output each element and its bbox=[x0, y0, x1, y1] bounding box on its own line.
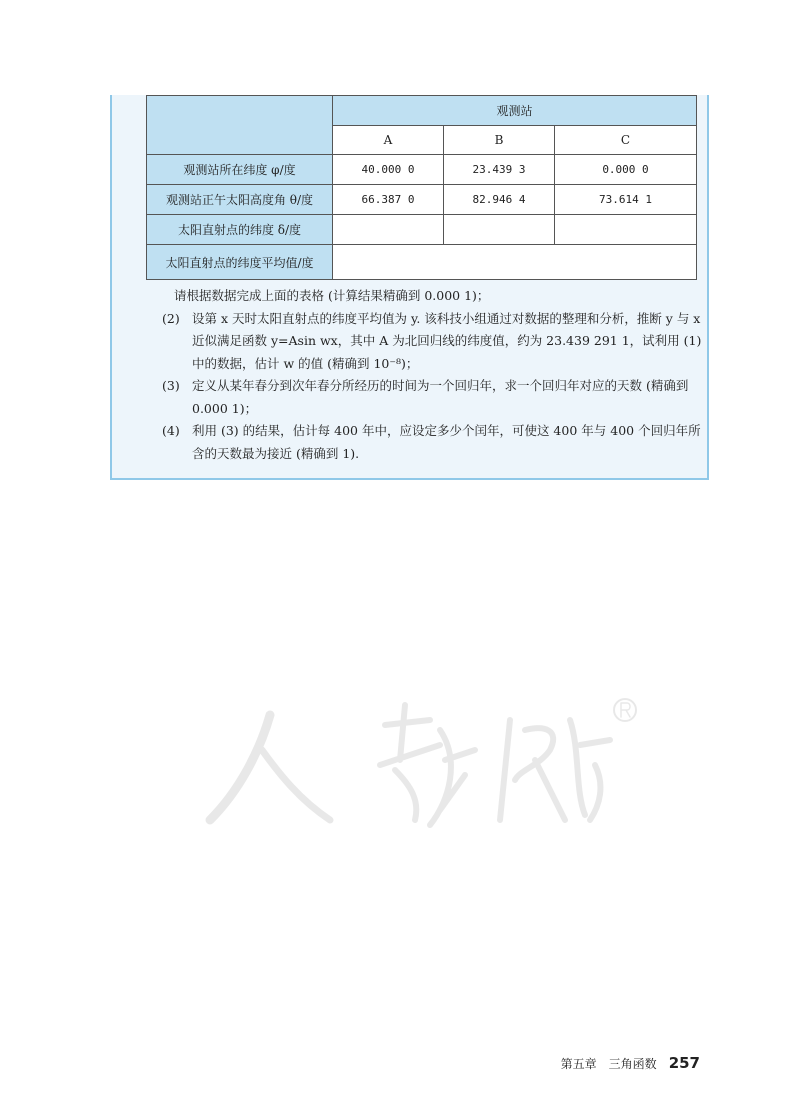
cell-altitude-c: 73.614 1 bbox=[555, 185, 697, 215]
publisher-watermark-logo bbox=[200, 690, 640, 830]
cell-average bbox=[333, 245, 697, 280]
page-number: 257 bbox=[668, 1054, 700, 1072]
task-1-text: 请根据数据完成上面的表格 (计算结果精确到 0.000 1)； bbox=[174, 288, 490, 303]
cell-subsolar-a bbox=[333, 215, 444, 245]
row-label-subsolar: 太阳直射点的纬度 δ/度 bbox=[147, 215, 333, 245]
cell-latitude-b: 23.439 3 bbox=[444, 155, 555, 185]
table-row bbox=[147, 185, 697, 215]
table-group-header: 观测站 bbox=[333, 96, 697, 126]
station-header-c: C bbox=[555, 126, 697, 155]
task-4-text: 利用 (3) 的结果，估计每 400 年中，应设定多少个闰年，可使这 400 年与 400 个回归年所含的天数最为接近 (精确到 1). bbox=[192, 423, 701, 461]
data-table bbox=[146, 95, 697, 280]
cell-latitude-c: 0.000 0 bbox=[555, 155, 697, 185]
cell-altitude-a: 66.387 0 bbox=[333, 185, 444, 215]
footer-section: 三角函数 bbox=[608, 1057, 657, 1071]
table-row bbox=[147, 155, 697, 185]
cell-latitude-a: 40.000 0 bbox=[333, 155, 444, 185]
cell-subsolar-c bbox=[555, 215, 697, 245]
row-label-altitude: 观测站正午太阳高度角 θ/度 bbox=[147, 185, 333, 215]
row-label-average: 太阳直射点的纬度平均值/度 bbox=[147, 245, 333, 280]
footer-chapter: 第五章 bbox=[560, 1057, 597, 1071]
task-2-text: 设第 x 天时太阳直射点的纬度平均值为 y. 该科技小组通过对数据的整理和分析，推断 y 与 x 近似满足函数 y=Asin wx，其中 A 为北回归线的纬度值，约为 23.439 291 1，试利用 (1) 中的数据，估计 w 的值 (精确到 10⁻⁸)； bbox=[192, 310, 702, 371]
task-3-text: 定义从某年春分到次年春分所经历的时间为一个回归年，求一个回归年对应的天数 (精确到 0.000 1)； bbox=[192, 378, 689, 416]
table-row bbox=[147, 245, 697, 280]
task-2-number: (2) bbox=[162, 310, 180, 326]
task-3-number: (3) bbox=[162, 378, 180, 393]
cell-subsolar-b bbox=[444, 215, 555, 245]
task-4-number: (4) bbox=[162, 423, 180, 438]
table-row bbox=[147, 215, 697, 245]
task-2 bbox=[162, 308, 702, 376]
cell-altitude-b: 82.946 4 bbox=[444, 185, 555, 215]
station-header-b: B bbox=[444, 126, 555, 155]
row-label-latitude: 观测站所在纬度 φ/度 bbox=[147, 155, 333, 185]
task-3 bbox=[162, 375, 702, 420]
page-footer bbox=[561, 1054, 700, 1072]
exercise-text bbox=[162, 285, 702, 465]
exercise-box bbox=[110, 95, 709, 480]
table-corner-cell bbox=[147, 96, 333, 155]
station-header-a: A bbox=[333, 126, 444, 155]
task-4 bbox=[162, 420, 702, 465]
